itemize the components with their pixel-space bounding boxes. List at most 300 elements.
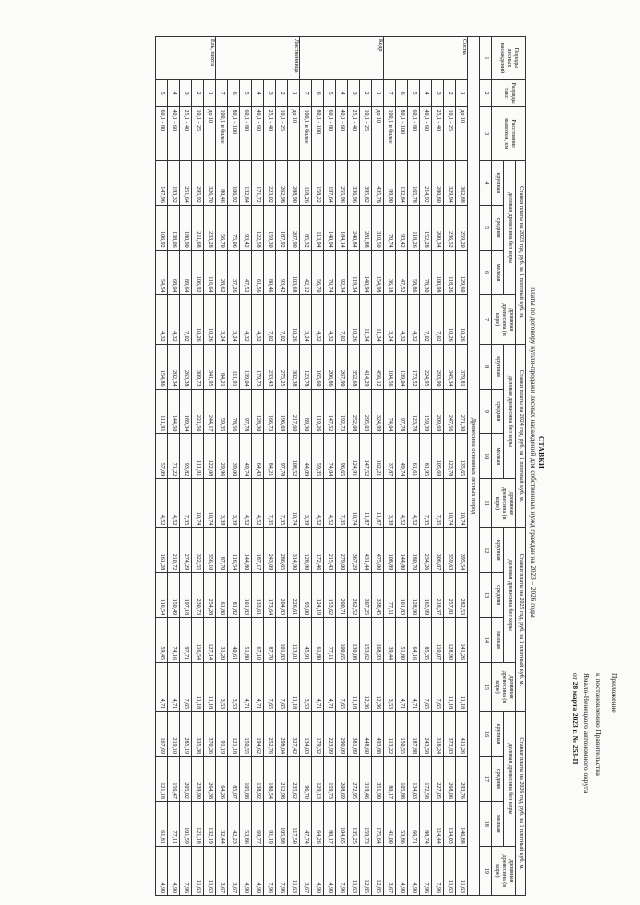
rate-cell: 121,18 xyxy=(156,757,168,802)
rate-cell: 129,13 xyxy=(312,757,324,802)
rate-cell: 200,34 xyxy=(432,205,444,250)
rate-cell: 116,54 xyxy=(228,528,240,573)
distance-cell: 80,1 - 100 xyxy=(312,107,324,160)
rate-cell: 59,35 xyxy=(216,389,228,434)
rate-cell: 187,92 xyxy=(276,205,288,250)
rate-cell: 257,81 xyxy=(444,573,456,618)
table-row xyxy=(360,37,372,896)
rate-cell: 154,98 xyxy=(372,250,384,295)
header-large: крупная xyxy=(492,712,504,757)
rate-cell: 75,06 xyxy=(228,205,240,250)
rate-cell: 51,80 xyxy=(240,618,252,663)
species-cell: Кедр xyxy=(300,37,384,80)
rate-cell: 302,38 xyxy=(288,344,300,389)
header-small: мелкая xyxy=(492,618,504,663)
distance-cell: 60,1 - 80 xyxy=(324,107,336,160)
rate-cell: 7,35 xyxy=(276,479,288,528)
rate-cell: 4,71 xyxy=(312,662,324,711)
header-bizwood: деловая древесина без коры xyxy=(504,528,516,663)
rate-cell: 252,08 xyxy=(348,389,360,434)
rate-cell: 150,55 xyxy=(396,712,408,757)
rate-cell: 56,70 xyxy=(312,250,324,295)
rate-cell: 274,29 xyxy=(180,528,192,573)
rate-cell: 255,96 xyxy=(336,160,348,205)
rate-cell: 130,08 xyxy=(348,618,360,663)
rate-cell: 100,65 xyxy=(336,618,348,663)
rate-cell: 411,26 xyxy=(456,712,468,757)
rate-cell: 124,91 xyxy=(348,434,360,479)
rate-cell: 7,02 xyxy=(420,295,432,344)
rate-cell: 309,73 xyxy=(192,344,204,389)
rate-cell: 11,87 xyxy=(372,479,384,528)
rate-cell: 381,89 xyxy=(348,712,360,757)
rate-cell: 10,26 xyxy=(288,295,300,344)
distance-cell: 10,1 - 25 xyxy=(276,107,288,160)
rate-cell: 298,04 xyxy=(276,712,288,757)
rate-cell: 147,52 xyxy=(324,389,336,434)
rate-cell: 44,09 xyxy=(300,434,312,479)
column-number: 8 xyxy=(480,344,492,389)
rate-cell: 295,03 xyxy=(360,389,372,434)
rate-cell: 32,44 xyxy=(216,801,228,846)
table-row xyxy=(168,37,180,896)
rate-cell: 322,55 xyxy=(192,528,204,573)
rate-cell: 61,81 xyxy=(156,801,168,846)
rate-cell: 206,86 xyxy=(324,344,336,389)
rate-cell: 111,91 xyxy=(156,389,168,434)
rate-cell: 356,10 xyxy=(204,528,216,573)
rate-cell: 226,61 xyxy=(288,573,300,618)
rate-cell: 202,34 xyxy=(168,344,180,389)
rate-cell: 153,62 xyxy=(324,573,336,618)
rate-cell: 3,24 xyxy=(384,295,396,344)
rate-cell: 4,71 xyxy=(324,662,336,711)
rate-cell: 150,49 xyxy=(168,573,180,618)
distance-cell: до 10 xyxy=(456,107,468,160)
rate-cell: 88,74 xyxy=(420,801,432,846)
rate-cell: 152,28 xyxy=(420,205,432,250)
rate-cell: 204,83 xyxy=(276,573,288,618)
column-number: 16 xyxy=(480,712,492,757)
rate-cell: 3,53 xyxy=(216,662,228,711)
rate-cell: 4,32 xyxy=(240,295,252,344)
rate-cell: 448,60 xyxy=(360,712,372,757)
section-title: Древесина основных лесных пород xyxy=(468,37,480,896)
rate-cell: 77,11 xyxy=(324,618,336,663)
species-cell: Ель, пихта xyxy=(156,37,216,80)
rate-cell: 414,29 xyxy=(360,344,372,389)
rate-cell: 57,09 xyxy=(156,434,168,479)
rate-cell: 180,70 xyxy=(408,528,420,573)
rate-cell: 97,78 xyxy=(240,389,252,434)
rate-cell: 179,73 xyxy=(252,344,264,389)
rate-cell: 147,96 xyxy=(156,160,168,205)
rate-cell: 168,93 xyxy=(372,618,384,663)
column-number: 2 xyxy=(480,79,492,107)
table-row xyxy=(156,37,168,896)
rate-cell: 47,52 xyxy=(240,250,252,295)
rate-cell: 132,84 xyxy=(240,160,252,205)
rate-cell: 345,34 xyxy=(444,344,456,389)
rank-cell: 2 xyxy=(276,79,288,107)
rate-cell: 80,46 xyxy=(216,160,228,205)
rate-cell: 84,21 xyxy=(216,344,228,389)
rate-cell: 179,32 xyxy=(312,712,324,757)
rate-cell: 165,78 xyxy=(408,160,420,205)
rate-cell: 41,00 xyxy=(384,801,396,846)
rate-cell: 123,78 xyxy=(300,344,312,389)
header-2025: Ставки платы на 2025 год, руб. за 1 плотный куб. м. xyxy=(516,528,526,712)
header-2024: Ставки платы на 2024 год, руб. за 1 плотный куб. м. xyxy=(516,344,526,528)
rate-cell: 212,98 xyxy=(276,757,288,802)
distance-cell: 40,1 - 60 xyxy=(336,107,348,160)
rate-cell: 4,71 xyxy=(156,662,168,711)
rate-cell: 105,88 xyxy=(396,757,408,802)
table-row xyxy=(180,37,192,896)
table-row xyxy=(300,37,312,896)
rate-cell: 7,35 xyxy=(264,479,276,528)
distance-cell: 40,1 - 60 xyxy=(252,107,264,160)
rate-cell: 87,70 xyxy=(264,618,276,663)
rank-cell: 1 xyxy=(288,79,300,107)
rate-cell: 7,35 xyxy=(420,479,432,528)
rate-cell: 4,32 xyxy=(156,295,168,344)
rank-cell: 3 xyxy=(180,79,192,107)
rate-cell: 3,24 xyxy=(300,295,312,344)
rate-cell: 31,20 xyxy=(216,618,228,663)
rate-cell: 3,67 xyxy=(384,846,396,895)
rate-cell: 81,95 xyxy=(420,434,432,479)
rate-cell: 208,69 xyxy=(336,757,348,802)
rank-cell: 5 xyxy=(240,79,252,107)
column-number: 17 xyxy=(480,757,492,802)
rate-cell: 40,61 xyxy=(228,618,240,663)
rate-cell: 310,50 xyxy=(372,205,384,250)
rate-cell: 104,56 xyxy=(384,344,396,389)
rate-cell: 285,19 xyxy=(180,712,192,757)
rate-cell: 435,78 xyxy=(372,160,384,205)
rate-cell: 4,90 xyxy=(156,846,168,895)
rate-cell: 121,18 xyxy=(192,801,204,846)
rank-cell: 1 xyxy=(456,79,468,107)
rate-cell: 10,74 xyxy=(192,479,204,528)
rate-cell: 7,02 xyxy=(336,295,348,344)
rate-cell: 111,91 xyxy=(192,434,204,479)
rate-cell: 77,11 xyxy=(384,573,396,618)
rate-cell: 236,52 xyxy=(444,205,456,250)
table-row xyxy=(456,37,468,896)
rate-cell: 197,18 xyxy=(180,573,192,618)
rate-cell: 307,25 xyxy=(360,573,372,618)
rate-cell: 173,64 xyxy=(264,573,276,618)
rate-cell: 104,65 xyxy=(336,801,348,846)
rate-cell: 3,39 xyxy=(384,479,396,528)
rate-cell: 53,86 xyxy=(396,801,408,846)
rate-cell: 218,37 xyxy=(432,573,444,618)
rate-cell: 159,73 xyxy=(324,757,336,802)
distance-cell: до 10 xyxy=(372,107,384,160)
table-row xyxy=(240,37,252,896)
rate-cell: 134,03 xyxy=(444,801,456,846)
rate-cell: 133,61 xyxy=(252,573,264,618)
rate-cell: 140,94 xyxy=(324,205,336,250)
rate-cell: 4,32 xyxy=(252,295,264,344)
rate-cell: 197,64 xyxy=(324,160,336,205)
rate-cell: 290,09 xyxy=(336,712,348,757)
rate-cell: 167,69 xyxy=(156,712,168,757)
rate-cell: 4,32 xyxy=(312,295,324,344)
rate-cell: 114,44 xyxy=(432,801,444,846)
rate-cell: 64,26 xyxy=(312,801,324,846)
rate-cell: 4,52 xyxy=(324,479,336,528)
rate-cell: 150,55 xyxy=(240,712,252,757)
rate-cell: 101,59 xyxy=(180,801,192,846)
rate-cell: 172,58 xyxy=(420,757,432,802)
rank-cell: 4 xyxy=(420,79,432,107)
annex-line-1: к постановлению Правительства xyxy=(593,673,603,776)
rate-cell: 77,11 xyxy=(168,801,180,846)
rate-cell: 118,26 xyxy=(444,250,456,295)
annex-date-prefix: от xyxy=(570,673,580,680)
rate-cell: 108,89 xyxy=(384,528,396,573)
rate-cell: 29,96 xyxy=(216,434,228,479)
rate-cell: 101,83 xyxy=(396,573,408,618)
rate-cell: 132,84 xyxy=(396,160,408,205)
table-row xyxy=(348,37,360,896)
rate-cell: 122,08 xyxy=(204,434,216,479)
rate-cell: 7,96 xyxy=(420,846,432,895)
rate-cell: 3,53 xyxy=(300,662,312,711)
rate-cell: 11,63 xyxy=(444,846,456,895)
rate-cell: 319,46 xyxy=(360,757,372,802)
species-cell: Сосна xyxy=(384,37,468,80)
rate-cell: 36,18 xyxy=(384,250,396,295)
rate-cell: 4,71 xyxy=(408,662,420,711)
rate-cell: 11,18 xyxy=(348,662,360,711)
rate-cell: 293,76 xyxy=(456,757,468,802)
header-rank: Разряды такс xyxy=(492,79,526,107)
rate-cell: 7,96 xyxy=(264,846,276,895)
header-2026: Ставки платы на 2026 год, руб. за 1 плотный куб. м. xyxy=(516,712,526,896)
rate-cell: 61,80 xyxy=(216,573,228,618)
distance-cell: 10,1 - 25 xyxy=(192,107,204,160)
rank-cell: 3 xyxy=(348,79,360,107)
title-heading: СТАВКИ xyxy=(537,435,546,470)
rate-cell: 141,26 xyxy=(456,618,468,663)
rate-cell: 61,61 xyxy=(408,434,420,479)
rate-cell: 288,90 xyxy=(288,160,300,205)
rate-cell: 7,96 xyxy=(336,846,348,895)
rate-cell: 85,32 xyxy=(300,205,312,250)
rate-cell: 272,95 xyxy=(348,757,360,802)
rate-cell: 10,26 xyxy=(456,295,468,344)
rate-cell: 4,52 xyxy=(408,479,420,528)
rate-cell: 3,67 xyxy=(228,846,240,895)
header-firewood: дровяная древесина (в коре) xyxy=(492,662,516,711)
rate-cell: 173,52 xyxy=(408,344,420,389)
rate-cell: 68,04 xyxy=(168,250,180,295)
rate-cell: 116,54 xyxy=(156,573,168,618)
rate-cell: 211,68 xyxy=(192,205,204,250)
rate-cell: 159,39 xyxy=(420,389,432,434)
rate-cell: 3,67 xyxy=(216,846,228,895)
rate-cell: 281,88 xyxy=(360,205,372,250)
rate-cell: 184,14 xyxy=(336,205,348,250)
rate-cell: 113,22 xyxy=(384,712,396,757)
column-number: 5 xyxy=(480,205,492,250)
rank-cell: 6 xyxy=(228,79,240,107)
distance-cell: 25,1 - 40 xyxy=(264,107,276,160)
rate-cell: 159,30 xyxy=(264,205,276,250)
rate-cell: 189,34 xyxy=(180,389,192,434)
rate-cell: 81,82 xyxy=(228,573,240,618)
rate-cell: 7,96 xyxy=(432,846,444,895)
rate-cell: 74,04 xyxy=(384,389,396,434)
header-firewood: дровяная древесина (в коре) xyxy=(492,295,516,344)
rate-cell: 180,54 xyxy=(264,757,276,802)
annex-date-line xyxy=(569,673,580,893)
rate-cell: 122,58 xyxy=(252,205,264,250)
species-cell: Лиственница xyxy=(216,37,300,80)
rank-cell: 7 xyxy=(216,79,228,107)
distance-cell: до 10 xyxy=(288,107,300,160)
rate-cell: 210,72 xyxy=(168,528,180,573)
rate-cell: 219,10 xyxy=(168,712,180,757)
rate-cell: 11,18 xyxy=(192,662,204,711)
rate-cell: 128,30 xyxy=(252,389,264,434)
table-row xyxy=(396,37,408,896)
rate-cell: 93,42 xyxy=(240,205,252,250)
rate-cell: 93,42 xyxy=(276,250,288,295)
rate-cell: 240,84 xyxy=(348,205,360,250)
rate-cell: 230,73 xyxy=(192,573,204,618)
rate-cell: 7,35 xyxy=(180,479,192,528)
rate-cell: 59,45 xyxy=(156,618,168,663)
rate-cell: 74,16 xyxy=(168,618,180,663)
rate-cell: 318,24 xyxy=(432,712,444,757)
rate-cell: 138,06 xyxy=(168,205,180,250)
rate-cell: 3,53 xyxy=(384,662,396,711)
rate-cell: 4,32 xyxy=(168,295,180,344)
rate-cell: 99,90 xyxy=(384,160,396,205)
rate-cell: 70,74 xyxy=(384,205,396,250)
rate-cell: 175,64 xyxy=(372,801,384,846)
distance-cell: 100,1 и более xyxy=(300,107,312,160)
rate-cell: 187,17 xyxy=(252,528,264,573)
table-row xyxy=(336,37,348,896)
rate-cell: 264,38 xyxy=(204,757,216,802)
rate-cell: 12,85 xyxy=(360,846,372,895)
rate-cell: 147,52 xyxy=(360,434,372,479)
rate-cell: 10,26 xyxy=(192,295,204,344)
distance-cell: 100,1 и более xyxy=(216,107,228,160)
rate-cell: 192,73 xyxy=(336,389,348,434)
table-row xyxy=(204,37,216,896)
rate-cell: 3,39 xyxy=(300,479,312,528)
rate-cell: 117,50 xyxy=(288,801,300,846)
rate-cell: 367,29 xyxy=(348,528,360,573)
rate-cell: 221,56 xyxy=(192,389,204,434)
rate-cell: 116,64 xyxy=(204,250,216,295)
table-row xyxy=(264,37,276,896)
rate-cell: 144,80 xyxy=(396,528,408,573)
rate-cell: 96,65 xyxy=(336,434,348,479)
rank-cell: 5 xyxy=(156,79,168,107)
rate-cell: 54,54 xyxy=(156,250,168,295)
column-number: 11 xyxy=(480,479,492,528)
rate-cell: 28,62 xyxy=(216,250,228,295)
rate-cell: 215,43 xyxy=(324,528,336,573)
rate-cell: 93,42 xyxy=(396,205,408,250)
rate-cell: 123,78 xyxy=(444,434,456,479)
rate-cell: 379,81 xyxy=(456,344,468,389)
rate-cell: 12,85 xyxy=(372,846,384,895)
header-medium: средняя xyxy=(492,757,504,802)
rate-cell: 11,87 xyxy=(360,479,372,528)
rate-cell: 475,00 xyxy=(372,528,384,573)
rate-cell: 97,71 xyxy=(180,618,192,663)
rate-cell: 214,92 xyxy=(420,160,432,205)
rate-cell: 67,10 xyxy=(252,618,264,663)
rate-cell: 165,60 xyxy=(312,344,324,389)
rate-cell: 271,30 xyxy=(456,389,468,434)
rate-cell: 105,69 xyxy=(432,434,444,479)
rate-cell: 7,96 xyxy=(180,846,192,895)
rank-cell: 4 xyxy=(252,79,264,107)
distance-cell: 25,1 - 40 xyxy=(180,107,192,160)
rate-cell: 7,96 xyxy=(276,846,288,895)
title-subtitle: платы по договору купли-продажи лесных насаждений для собственных нужд граждан на 2023 – 2026 годы xyxy=(529,287,537,618)
rate-cell: 4,52 xyxy=(156,479,168,528)
rate-cell: 3,24 xyxy=(228,295,240,344)
rate-cell: 121,18 xyxy=(228,712,240,757)
table-row xyxy=(444,37,456,896)
rate-cell: 132,19 xyxy=(204,801,216,846)
rate-cell: 336,96 xyxy=(348,160,360,205)
rate-cell: 352,68 xyxy=(348,344,360,389)
rate-cell: 113,01 xyxy=(288,618,300,663)
rate-cell: 335,38 xyxy=(192,712,204,757)
rate-cell: 134,03 xyxy=(408,757,420,802)
rate-cell: 53,86 xyxy=(240,801,252,846)
rate-cell: 7,35 xyxy=(432,479,444,528)
rate-cell: 89,30 xyxy=(300,389,312,434)
rate-cell: 4,71 xyxy=(240,662,252,711)
rate-cell: 295,92 xyxy=(192,160,204,205)
rate-cell: 3,39 xyxy=(228,479,240,528)
rate-cell: 11,18 xyxy=(444,662,456,711)
rate-cell: 239,90 xyxy=(192,757,204,802)
table-row xyxy=(384,37,396,896)
column-number: 6 xyxy=(480,250,492,295)
rate-cell: 162,21 xyxy=(372,434,384,479)
rate-cell: 7,35 xyxy=(336,479,348,528)
table-row xyxy=(252,37,264,896)
rate-cell: 4,90 xyxy=(240,846,252,895)
rate-cell: 217,60 xyxy=(288,389,300,434)
rank-cell: 3 xyxy=(432,79,444,107)
rate-cell: 158,22 xyxy=(312,160,324,205)
header-large: крупная xyxy=(492,344,504,389)
rate-cell: 4,52 xyxy=(396,479,408,528)
rate-cell: 129,60 xyxy=(456,250,468,295)
rate-cell: 275,25 xyxy=(276,344,288,389)
rate-cell: 59,35 xyxy=(312,434,324,479)
rate-cell: 4,90 xyxy=(312,846,324,895)
table-row xyxy=(324,37,336,896)
rate-cell: 134,03 xyxy=(300,712,312,757)
section-row xyxy=(468,37,480,896)
